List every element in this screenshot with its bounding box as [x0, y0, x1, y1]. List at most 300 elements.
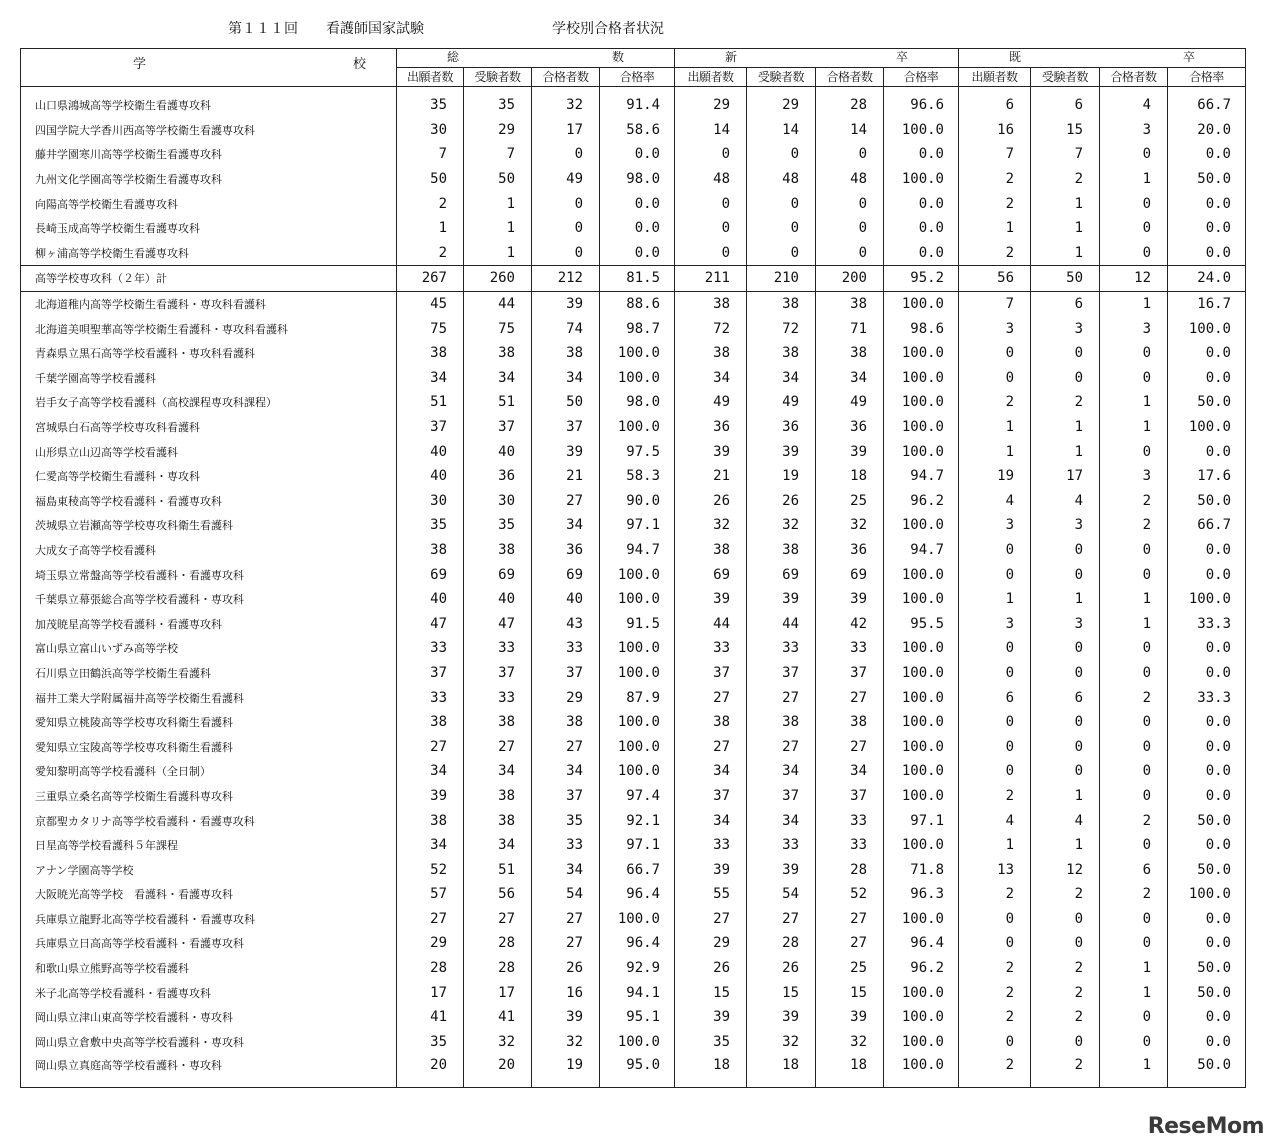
count-cell: 2	[959, 882, 1031, 907]
column-header: 受験者数	[747, 68, 816, 87]
column-header: 合格者数	[816, 68, 884, 87]
count-cell: 267	[397, 266, 464, 292]
count-cell: 29	[675, 87, 747, 118]
table-row	[21, 1054, 1246, 1088]
column-header: 出願者数	[959, 68, 1031, 87]
count-cell: 33	[747, 833, 816, 858]
table-row	[21, 87, 1246, 118]
count-cell: 34	[675, 759, 747, 784]
count-cell: 1	[1100, 611, 1168, 636]
count-cell: 33	[464, 685, 532, 710]
count-cell: 69	[532, 562, 600, 587]
pass-rate-cell: 97.1	[600, 833, 675, 858]
pass-rate-cell: 96.2	[884, 956, 959, 981]
count-cell: 2	[1100, 513, 1168, 538]
count-cell: 34	[816, 759, 884, 784]
count-cell: 35	[397, 87, 464, 118]
count-cell: 1	[464, 191, 532, 216]
count-cell: 42	[816, 611, 884, 636]
pass-rate-cell: 0.0	[1168, 784, 1246, 809]
count-cell: 1	[1031, 415, 1100, 440]
count-cell: 38	[464, 538, 532, 563]
count-cell: 0	[1100, 191, 1168, 216]
count-cell: 4	[1100, 87, 1168, 118]
count-cell: 44	[675, 611, 747, 636]
count-cell: 29	[675, 931, 747, 956]
count-cell: 1	[1100, 1054, 1168, 1088]
pass-rate-cell: 100.0	[884, 784, 959, 809]
table-row	[21, 291, 1246, 316]
count-cell: 36	[464, 464, 532, 489]
table-row	[21, 142, 1246, 167]
pass-rate-cell: 66.7	[1168, 513, 1246, 538]
count-cell: 0	[747, 142, 816, 167]
count-cell: 33	[397, 685, 464, 710]
count-cell: 28	[397, 956, 464, 981]
count-cell: 34	[675, 808, 747, 833]
table-row	[21, 415, 1246, 440]
school-name-cell: 北海道美唄聖華高等学校衛生看護科・専攻科看護科	[21, 316, 397, 341]
count-cell: 1	[1100, 390, 1168, 415]
count-cell: 27	[816, 734, 884, 759]
pass-rate-cell: 100.0	[884, 291, 959, 316]
count-cell: 34	[532, 857, 600, 882]
count-cell: 19	[959, 464, 1031, 489]
table-row	[21, 661, 1246, 686]
count-cell: 2	[959, 784, 1031, 809]
count-cell: 48	[675, 167, 747, 192]
count-cell: 36	[675, 415, 747, 440]
count-cell: 3	[1031, 513, 1100, 538]
table-row	[21, 191, 1246, 216]
pass-rate-cell: 94.1	[600, 980, 675, 1005]
pass-rate-cell: 100.0	[600, 341, 675, 366]
count-cell: 37	[816, 661, 884, 686]
count-cell: 45	[397, 291, 464, 316]
count-cell: 260	[464, 266, 532, 292]
pass-rate-cell: 100.0	[600, 562, 675, 587]
school-name-cell: 千葉県立幕張総合高等学校看護科・専攻科	[21, 587, 397, 612]
count-cell: 2	[1031, 390, 1100, 415]
table-row	[21, 538, 1246, 563]
pass-rate-cell: 94.7	[884, 464, 959, 489]
table-row	[21, 833, 1246, 858]
count-cell: 49	[675, 390, 747, 415]
count-cell: 1	[464, 241, 532, 266]
pass-rate-cell: 100.0	[1168, 882, 1246, 907]
pass-rate-cell: 100.0	[600, 710, 675, 735]
count-cell: 0	[532, 191, 600, 216]
count-cell: 0	[1100, 710, 1168, 735]
count-cell: 69	[816, 562, 884, 587]
count-cell: 3	[1031, 611, 1100, 636]
count-cell: 33	[816, 636, 884, 661]
school-name-cell: 岡山県立真庭高等学校看護科・専攻科	[21, 1054, 397, 1088]
count-cell: 0	[1031, 907, 1100, 932]
table-row	[21, 216, 1246, 241]
count-cell: 28	[464, 956, 532, 981]
count-cell: 0	[1031, 538, 1100, 563]
count-cell: 38	[464, 341, 532, 366]
count-cell: 6	[959, 685, 1031, 710]
pass-rate-cell: 98.6	[884, 316, 959, 341]
count-cell: 2	[1031, 980, 1100, 1005]
count-cell: 2	[397, 241, 464, 266]
pass-rate-cell: 92.9	[600, 956, 675, 981]
table-row	[21, 439, 1246, 464]
count-cell: 0	[959, 636, 1031, 661]
count-cell: 39	[747, 587, 816, 612]
count-cell: 0	[747, 216, 816, 241]
count-cell: 0	[1031, 710, 1100, 735]
table-row	[21, 562, 1246, 587]
count-cell: 18	[675, 1054, 747, 1088]
count-cell: 75	[397, 316, 464, 341]
count-cell: 44	[464, 291, 532, 316]
school-column-header: 学 校	[21, 49, 397, 87]
count-cell: 40	[397, 439, 464, 464]
pass-rate-cell: 20.0	[1168, 118, 1246, 143]
count-cell: 36	[816, 538, 884, 563]
count-cell: 30	[464, 489, 532, 514]
school-name-cell: 柳ヶ浦高等学校衛生看護専攻科	[21, 241, 397, 266]
pass-rate-cell: 100.0	[884, 907, 959, 932]
table-row	[21, 464, 1246, 489]
count-cell: 0	[1100, 538, 1168, 563]
count-cell: 2	[1100, 882, 1168, 907]
count-cell: 37	[464, 415, 532, 440]
count-cell: 7	[397, 142, 464, 167]
count-cell: 1	[959, 216, 1031, 241]
count-cell: 38	[397, 538, 464, 563]
pass-rate-cell: 100.0	[884, 513, 959, 538]
count-cell: 17	[397, 980, 464, 1005]
school-name-cell: 兵庫県立日高高等学校看護科・看護専攻科	[21, 931, 397, 956]
count-cell: 33	[816, 833, 884, 858]
school-name-cell: 三重県立桑名高等学校衛生看護科専攻科	[21, 784, 397, 809]
school-name-cell: 埼玉県立常盤高等学校看護科・看護専攻科	[21, 562, 397, 587]
school-name-cell: 千葉学園高等学校看護科	[21, 366, 397, 391]
count-cell: 27	[816, 931, 884, 956]
count-cell: 41	[464, 1005, 532, 1030]
pass-rate-cell: 96.4	[600, 882, 675, 907]
count-cell: 57	[397, 882, 464, 907]
group-header-new-graduates: 新 卒	[675, 49, 959, 68]
count-cell: 0	[959, 931, 1031, 956]
count-cell: 52	[816, 882, 884, 907]
count-cell: 0	[1100, 142, 1168, 167]
pass-rate-cell: 94.7	[884, 538, 959, 563]
count-cell: 7	[959, 142, 1031, 167]
count-cell: 2	[959, 1054, 1031, 1088]
count-cell: 0	[816, 216, 884, 241]
count-cell: 0	[1100, 636, 1168, 661]
count-cell: 20	[464, 1054, 532, 1088]
pass-rate-cell: 92.1	[600, 808, 675, 833]
count-cell: 54	[747, 882, 816, 907]
table-row	[21, 611, 1246, 636]
count-cell: 2	[959, 241, 1031, 266]
pass-rate-cell: 0.0	[600, 142, 675, 167]
school-name-cell: 大成女子高等学校看護科	[21, 538, 397, 563]
count-cell: 0	[675, 191, 747, 216]
count-cell: 3	[1031, 316, 1100, 341]
count-cell: 39	[816, 587, 884, 612]
count-cell: 38	[675, 538, 747, 563]
pass-rate-cell: 100.0	[884, 341, 959, 366]
exam-title: 第１１１回 看護師国家試験	[228, 21, 424, 37]
count-cell: 29	[397, 931, 464, 956]
count-cell: 16	[959, 118, 1031, 143]
pass-rate-cell: 0.0	[1168, 931, 1246, 956]
count-cell: 0	[1100, 1030, 1168, 1055]
table-row	[21, 784, 1246, 809]
column-header: 受験者数	[1031, 68, 1100, 87]
pass-rate-cell: 100.0	[600, 1030, 675, 1055]
pass-rate-cell: 96.2	[884, 489, 959, 514]
count-cell: 33	[397, 636, 464, 661]
table-row	[21, 931, 1246, 956]
count-cell: 33	[675, 833, 747, 858]
school-name-cell: 大阪暁光高等学校 看護科・看護専攻科	[21, 882, 397, 907]
table-row	[21, 882, 1246, 907]
pass-rate-cell: 100.0	[884, 167, 959, 192]
pass-rate-cell: 100.0	[1168, 415, 1246, 440]
count-cell: 12	[1100, 266, 1168, 292]
pass-rate-cell: 100.0	[884, 415, 959, 440]
pass-rate-cell: 100.0	[600, 661, 675, 686]
pass-rate-cell: 100.0	[884, 833, 959, 858]
count-cell: 34	[464, 833, 532, 858]
pass-rate-cell: 0.0	[600, 241, 675, 266]
count-cell: 20	[397, 1054, 464, 1088]
count-cell: 0	[1031, 931, 1100, 956]
count-cell: 32	[816, 1030, 884, 1055]
table-row	[21, 956, 1246, 981]
count-cell: 34	[675, 366, 747, 391]
count-cell: 30	[397, 489, 464, 514]
count-cell: 34	[464, 759, 532, 784]
title-row	[0, 18, 1280, 40]
school-name-cell: 九州文化学園高等学校衛生看護専攻科	[21, 167, 397, 192]
pass-rate-cell: 100.0	[1168, 316, 1246, 341]
table-row	[21, 513, 1246, 538]
pass-rate-cell: 0.0	[1168, 661, 1246, 686]
count-cell: 0	[1100, 241, 1168, 266]
pass-rate-cell: 100.0	[884, 1030, 959, 1055]
count-cell: 2	[1031, 1054, 1100, 1088]
count-cell: 27	[675, 734, 747, 759]
count-cell: 7	[959, 291, 1031, 316]
report-subtitle: 学校別合格者状況	[552, 21, 664, 37]
pass-rate-cell: 100.0	[884, 734, 959, 759]
count-cell: 6	[1031, 685, 1100, 710]
table-row	[21, 1030, 1246, 1055]
table-row	[21, 636, 1246, 661]
count-cell: 7	[464, 142, 532, 167]
count-cell: 39	[675, 1005, 747, 1030]
count-cell: 18	[747, 1054, 816, 1088]
count-cell: 38	[816, 341, 884, 366]
count-cell: 34	[532, 759, 600, 784]
pass-rate-cell: 95.0	[600, 1054, 675, 1088]
count-cell: 34	[532, 366, 600, 391]
pass-rate-cell: 90.0	[600, 489, 675, 514]
school-name-cell: 四国学院大学香川西高等学校衛生看護専攻科	[21, 118, 397, 143]
count-cell: 2	[1031, 167, 1100, 192]
count-cell: 39	[397, 784, 464, 809]
count-cell: 0	[675, 216, 747, 241]
count-cell: 43	[532, 611, 600, 636]
pass-rate-cell: 0.0	[1168, 366, 1246, 391]
count-cell: 14	[816, 118, 884, 143]
count-cell: 1	[1100, 980, 1168, 1005]
column-header: 受験者数	[464, 68, 532, 87]
count-cell: 40	[464, 439, 532, 464]
school-name-cell: 山形県立山辺高等学校看護科	[21, 439, 397, 464]
pass-rate-cell: 100.0	[884, 661, 959, 686]
count-cell: 1	[959, 587, 1031, 612]
pass-rate-cell: 0.0	[1168, 191, 1246, 216]
count-cell: 39	[675, 857, 747, 882]
school-name-cell: 藤井学園寒川高等学校衛生看護専攻科	[21, 142, 397, 167]
count-cell: 1	[1031, 439, 1100, 464]
pass-rate-cell: 50.0	[1168, 956, 1246, 981]
count-cell: 36	[532, 538, 600, 563]
table-row	[21, 734, 1246, 759]
pass-rate-cell: 100.0	[884, 685, 959, 710]
count-cell: 30	[397, 118, 464, 143]
count-cell: 27	[816, 685, 884, 710]
table-row	[21, 489, 1246, 514]
group-header-total: 総 数	[397, 49, 675, 68]
count-cell: 50	[397, 167, 464, 192]
count-cell: 2	[959, 390, 1031, 415]
pass-rate-cell: 0.0	[1168, 1005, 1246, 1030]
count-cell: 75	[464, 316, 532, 341]
pass-rate-cell: 81.5	[600, 266, 675, 292]
count-cell: 34	[816, 366, 884, 391]
count-cell: 0	[1100, 784, 1168, 809]
count-cell: 50	[532, 390, 600, 415]
pass-rate-cell: 100.0	[884, 390, 959, 415]
pass-rate-cell: 100.0	[884, 1005, 959, 1030]
count-cell: 51	[464, 390, 532, 415]
count-cell: 3	[959, 611, 1031, 636]
count-cell: 50	[464, 167, 532, 192]
school-name-cell: 茨城県立岩瀬高等学校専攻科衛生看護科	[21, 513, 397, 538]
pass-rate-cell: 0.0	[1168, 142, 1246, 167]
pass-rate-cell: 94.7	[600, 538, 675, 563]
count-cell: 0	[959, 538, 1031, 563]
pass-rate-cell: 0.0	[600, 191, 675, 216]
count-cell: 38	[816, 291, 884, 316]
school-name-cell: 福島東稜高等学校看護科・看護専攻科	[21, 489, 397, 514]
count-cell: 3	[1100, 316, 1168, 341]
pass-rate-cell: 100.0	[600, 366, 675, 391]
school-name-cell: 京都聖カタリナ高等学校看護科・看護専攻科	[21, 808, 397, 833]
count-cell: 1	[1100, 587, 1168, 612]
count-cell: 13	[959, 857, 1031, 882]
count-cell: 16	[532, 980, 600, 1005]
count-cell: 4	[959, 489, 1031, 514]
count-cell: 39	[747, 857, 816, 882]
count-cell: 41	[397, 1005, 464, 1030]
count-cell: 35	[675, 1030, 747, 1055]
pass-rate-cell: 96.6	[884, 87, 959, 118]
count-cell: 34	[397, 366, 464, 391]
count-cell: 27	[397, 734, 464, 759]
count-cell: 1	[1100, 415, 1168, 440]
count-cell: 32	[675, 513, 747, 538]
count-cell: 0	[1100, 759, 1168, 784]
count-cell: 50	[1031, 266, 1100, 292]
count-cell: 211	[675, 266, 747, 292]
count-cell: 38	[397, 341, 464, 366]
count-cell: 47	[464, 611, 532, 636]
count-cell: 200	[816, 266, 884, 292]
count-cell: 28	[816, 87, 884, 118]
pass-rate-cell: 95.5	[884, 611, 959, 636]
pass-rate-cell: 95.1	[600, 1005, 675, 1030]
count-cell: 74	[532, 316, 600, 341]
pass-rate-cell: 0.0	[600, 216, 675, 241]
count-cell: 39	[675, 439, 747, 464]
pass-rate-cell: 100.0	[884, 439, 959, 464]
count-cell: 56	[464, 882, 532, 907]
count-cell: 27	[675, 685, 747, 710]
count-cell: 39	[532, 291, 600, 316]
count-cell: 44	[747, 611, 816, 636]
count-cell: 0	[816, 241, 884, 266]
count-cell: 39	[532, 1005, 600, 1030]
count-cell: 27	[816, 907, 884, 932]
pass-rate-cell: 50.0	[1168, 857, 1246, 882]
count-cell: 0	[1031, 636, 1100, 661]
pass-rate-cell: 91.5	[600, 611, 675, 636]
count-cell: 37	[747, 784, 816, 809]
count-cell: 0	[675, 241, 747, 266]
school-name-cell: 向陽高等学校衛生看護専攻科	[21, 191, 397, 216]
pass-rate-cell: 100.0	[1168, 587, 1246, 612]
pass-rate-cell: 0.0	[1168, 538, 1246, 563]
pass-rate-cell: 0.0	[1168, 636, 1246, 661]
count-cell: 39	[747, 439, 816, 464]
count-cell: 37	[816, 784, 884, 809]
count-cell: 69	[747, 562, 816, 587]
count-cell: 28	[747, 931, 816, 956]
table-header	[21, 49, 1246, 87]
count-cell: 27	[675, 907, 747, 932]
count-cell: 21	[675, 464, 747, 489]
school-name-cell: 愛知黎明高等学校看護科（全日制）	[21, 759, 397, 784]
count-cell: 0	[747, 191, 816, 216]
count-cell: 40	[464, 587, 532, 612]
count-cell: 6	[1100, 857, 1168, 882]
count-cell: 33	[532, 636, 600, 661]
school-name-cell: 高等学校専攻科（２年）計	[21, 266, 397, 292]
count-cell: 36	[747, 415, 816, 440]
count-cell: 38	[747, 341, 816, 366]
count-cell: 15	[1031, 118, 1100, 143]
count-cell: 38	[747, 538, 816, 563]
pass-rate-cell: 50.0	[1168, 489, 1246, 514]
pass-rate-cell: 0.0	[1168, 907, 1246, 932]
count-cell: 29	[464, 118, 532, 143]
school-name-cell: 仁愛高等学校衛生看護科・専攻科	[21, 464, 397, 489]
school-name-cell: 和歌山県立熊野高等学校看護科	[21, 956, 397, 981]
count-cell: 0	[1031, 366, 1100, 391]
